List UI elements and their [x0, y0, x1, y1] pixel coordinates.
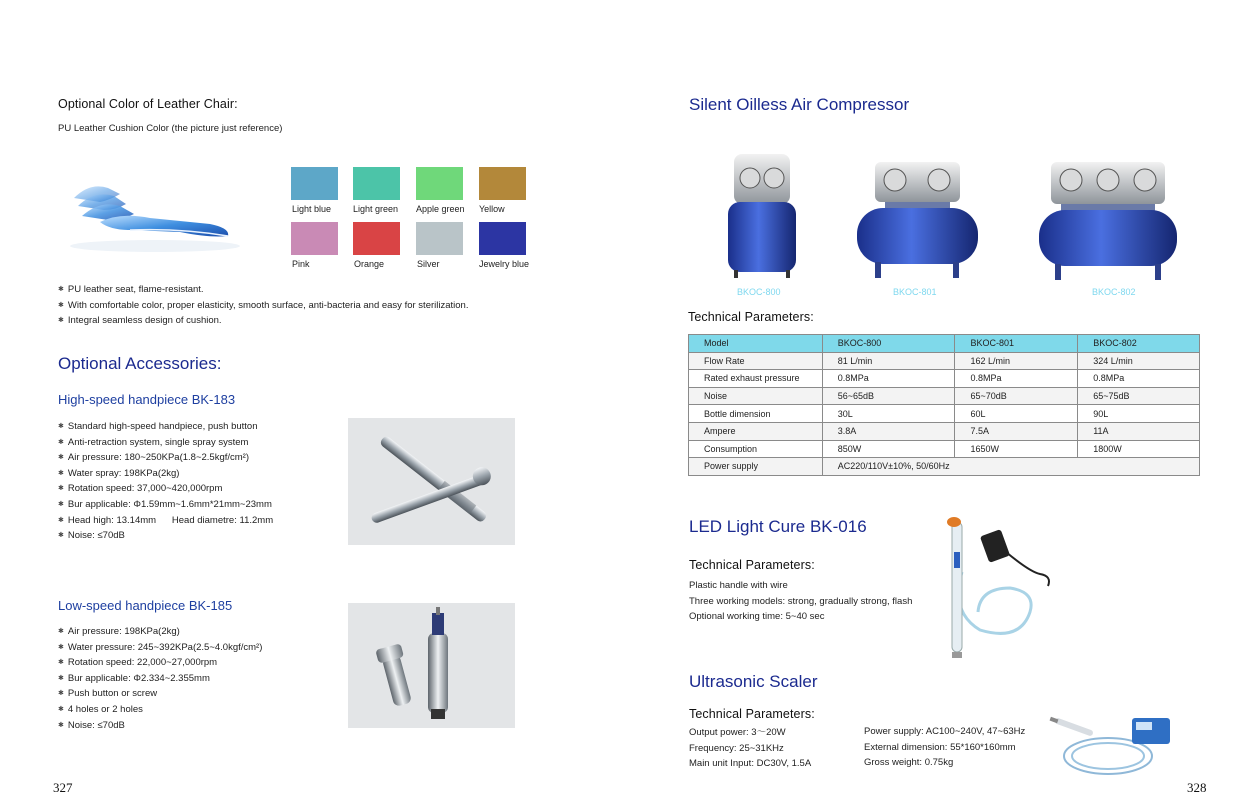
- model-label-800: BKOC-800: [737, 287, 781, 297]
- list-item: ✱ Standard high-speed handpiece, push button: [58, 419, 273, 435]
- high-speed-title: High-speed handpiece BK-183: [58, 392, 236, 407]
- model-label-802: BKOC-802: [1092, 287, 1136, 297]
- list-item: ✱ Rotation speed: 22,000~27,000rpm: [58, 655, 262, 671]
- table-cell: AC220/110V±10%, 50/60Hz: [822, 458, 1199, 476]
- swatch-jewelry-blue[interactable]: [479, 222, 526, 255]
- list-item: ✱ Air pressure: 198KPa(2kg): [58, 624, 262, 640]
- table-row: [689, 440, 1200, 458]
- table-cell: Flow Rate: [689, 352, 823, 370]
- swatch-label: Orange: [354, 259, 385, 269]
- list-item: ✱ 4 holes or 2 holes: [58, 702, 262, 718]
- leather-color-subtitle: PU Leather Cushion Color (the picture just reference): [58, 123, 283, 134]
- list-item: ✱ PU leather seat, flame-resistant.: [58, 282, 468, 298]
- table-cell: 324 L/min: [1078, 352, 1200, 370]
- list-item: ✱ Bur applicable: Φ2.334~2.355mm: [58, 671, 262, 687]
- leather-feature-list: [58, 282, 468, 329]
- list-item: Three working models: strong, gradually strong, flash: [689, 595, 913, 607]
- dental-chair-image: [60, 176, 245, 256]
- list-item: ✱ With comfortable color, proper elasticity, smooth surface, anti-bacteria and easy for sterilization.: [58, 298, 468, 314]
- swatch-label: Silver: [417, 259, 440, 269]
- table-cell: 1650W: [955, 440, 1078, 458]
- table-header-cell: Model: [689, 335, 823, 353]
- table-header-row: [689, 335, 1200, 353]
- table-cell: 65~75dB: [1078, 387, 1200, 405]
- table-row: [689, 405, 1200, 423]
- swatch-label: Apple green: [416, 204, 465, 214]
- swatch-label: Light green: [353, 204, 399, 214]
- list-item: ✱ Water spray: 198KPa(2kg): [58, 466, 273, 482]
- table-cell: 56~65dB: [822, 387, 955, 405]
- low-speed-handpiece-image: [348, 603, 515, 728]
- swatch-label: Pink: [292, 259, 310, 269]
- low-speed-spec-list: [58, 624, 262, 733]
- list-item: Optional working time: 5~40 sec: [689, 611, 825, 623]
- list-item: External dimension: 55*160*160mm: [864, 741, 1016, 753]
- compressor-image-bkoc-800: [722, 150, 802, 280]
- accessories-title: Optional Accessories:: [58, 354, 222, 373]
- swatch-label: Light blue: [292, 204, 332, 214]
- list-item: Plastic handle with wire: [689, 580, 788, 591]
- table-cell: 60L: [955, 405, 1078, 423]
- page-number-right: 328: [1187, 780, 1207, 795]
- list-item: ✱ Noise: ≤70dB: [58, 718, 262, 734]
- list-item: ✱ Rotation speed: 37,000~420,000rpm: [58, 481, 273, 497]
- table-cell: 65~70dB: [955, 387, 1078, 405]
- table-cell: 0.8MPa: [822, 370, 955, 388]
- table-row: [689, 458, 1200, 476]
- scaler-tech-title: Technical Parameters:: [689, 707, 815, 721]
- list-item: ✱ Air pressure: 180~250KPa(1.8~2.5kgf/cm²): [58, 450, 273, 466]
- table-cell: Ampere: [689, 422, 823, 440]
- light-cure-title: LED Light Cure BK-016: [689, 517, 867, 536]
- leather-color-title: Optional Color of Leather Chair:: [58, 97, 238, 111]
- list-item: ✱ Water pressure: 245~392KPa(2.5~4.0kgf/cm²): [58, 640, 262, 656]
- swatch-label: Yellow: [479, 204, 505, 214]
- table-cell: 0.8MPa: [955, 370, 1078, 388]
- table-cell: 11A: [1078, 422, 1200, 440]
- table-cell: Consumption: [689, 440, 823, 458]
- table-header-cell: BKOC-801: [955, 335, 1078, 353]
- table-cell: 30L: [822, 405, 955, 423]
- table-row: [689, 387, 1200, 405]
- list-item: ✱ Anti-retraction system, single spray system: [58, 435, 273, 451]
- swatch-orange[interactable]: [353, 222, 400, 255]
- page-number-left: 327: [53, 780, 73, 795]
- list-item: Main unit Input: DC30V, 1.5A: [689, 758, 812, 770]
- model-label-801: BKOC-801: [893, 287, 937, 297]
- table-row: [689, 422, 1200, 440]
- table-row: [689, 370, 1200, 388]
- table-cell: Power supply: [689, 458, 823, 476]
- table-cell: Bottle dimension: [689, 405, 823, 423]
- compressor-image-bkoc-802: [1037, 158, 1179, 282]
- low-speed-title: Low-speed handpiece BK-185: [58, 598, 233, 613]
- list-item: Gross weight: 0.75kg: [864, 757, 954, 769]
- table-cell: 1800W: [1078, 440, 1200, 458]
- scaler-spec-col2: [864, 724, 1025, 771]
- compressor-title: Silent Oilless Air Compressor: [689, 95, 910, 114]
- list-item: ✱ Push button or screw: [58, 686, 262, 702]
- list-item: ✱ Bur applicable: Φ1.59mm~1.6mm*21mm~23mm: [58, 497, 273, 513]
- swatch-light-green[interactable]: [353, 167, 400, 200]
- compressor-params-table: [688, 334, 1200, 476]
- table-cell: Noise: [689, 387, 823, 405]
- table-cell: Rated exhaust pressure: [689, 370, 823, 388]
- table-cell: 81 L/min: [822, 352, 955, 370]
- swatch-label: Jewelry blue: [479, 259, 530, 269]
- high-speed-handpiece-image: [348, 418, 515, 545]
- light-cure-spec-list: [689, 578, 912, 625]
- scaler-spec-col1: [689, 725, 811, 772]
- table-cell: 850W: [822, 440, 955, 458]
- list-item: Power supply: AC100~240V, 47~63Hz: [864, 726, 1026, 737]
- list-item: Output power: 3〜20W: [689, 727, 786, 738]
- table-header-cell: BKOC-802: [1078, 335, 1200, 353]
- swatch-light-blue[interactable]: [291, 167, 338, 200]
- list-item: ✱ Integral seamless design of cushion.: [58, 313, 468, 329]
- compressor-image-bkoc-801: [855, 158, 980, 280]
- ultrasonic-scaler-image: [1048, 710, 1178, 782]
- swatch-apple-green[interactable]: [416, 167, 463, 200]
- table-cell: 0.8MPa: [1078, 370, 1200, 388]
- scaler-title: Ultrasonic Scaler: [689, 672, 818, 691]
- table-cell: 90L: [1078, 405, 1200, 423]
- swatch-silver[interactable]: [416, 222, 463, 255]
- table-cell: 7.5A: [955, 422, 1078, 440]
- light-cure-image: [940, 512, 1058, 660]
- list-item: ✱ Noise: ≤70dB: [58, 528, 273, 544]
- list-item: ✱ Head high: 13.14mm Head diametre: 11.2mm: [58, 513, 273, 529]
- swatch-pink[interactable]: [291, 222, 338, 255]
- list-item: Frequency: 25~31KHz: [689, 742, 784, 754]
- light-cure-tech-title: Technical Parameters:: [689, 558, 815, 572]
- table-row: [689, 352, 1200, 370]
- table-header-cell: BKOC-800: [822, 335, 955, 353]
- high-speed-spec-list: [58, 419, 273, 544]
- compressor-tech-title: Technical Parameters:: [688, 310, 814, 324]
- swatch-yellow[interactable]: [479, 167, 526, 200]
- table-cell: 162 L/min: [955, 352, 1078, 370]
- table-cell: 3.8A: [822, 422, 955, 440]
